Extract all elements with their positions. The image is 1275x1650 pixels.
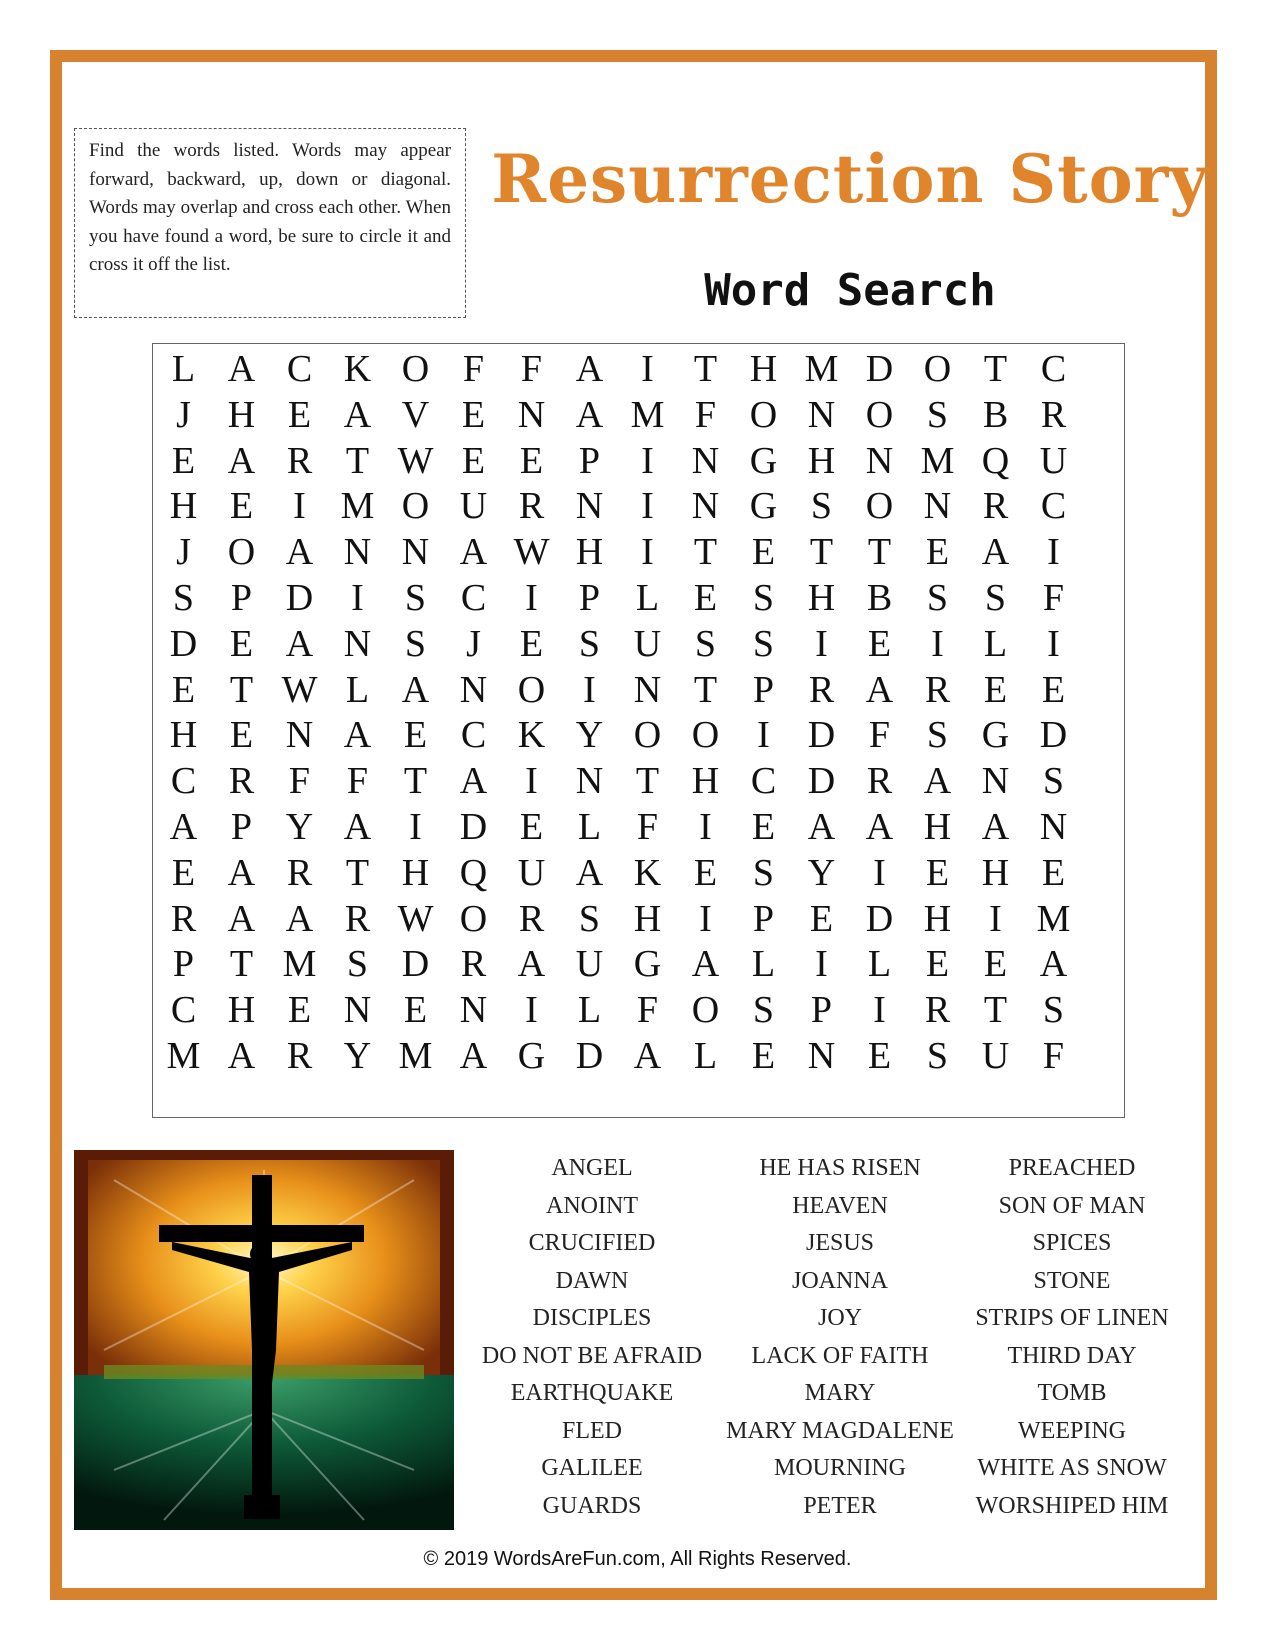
grid-letter: T — [693, 348, 718, 390]
grid-letter: S — [1042, 989, 1065, 1032]
grid-letter: I — [293, 485, 306, 528]
crucifix-image — [74, 1150, 454, 1530]
grid-letter: C — [1040, 348, 1067, 390]
grid-letter: V — [401, 393, 430, 436]
grid-letter: T — [809, 531, 834, 574]
grid-letter: D — [807, 760, 836, 803]
grid-letter: A — [227, 1035, 256, 1077]
grid-letter: R — [808, 668, 835, 711]
word-list-item: SON OF MAN — [998, 1192, 1146, 1219]
grid-letter: E — [925, 531, 950, 574]
grid-letter: Y — [285, 806, 314, 848]
grid-letter: R — [286, 851, 313, 894]
grid-letter: D — [1039, 714, 1068, 757]
grid-letter: H — [691, 760, 720, 803]
grid-letter: A — [1039, 943, 1068, 986]
word-list-item: STONE — [1033, 1267, 1111, 1294]
word-list-item: HEAVEN — [792, 1192, 888, 1219]
grid-letter: A — [343, 393, 372, 436]
grid-letter: W — [513, 531, 550, 574]
grid-letter: I — [699, 897, 712, 940]
grid-letter: S — [926, 714, 949, 757]
grid-letter: T — [693, 668, 718, 711]
grid-letter: I — [1047, 531, 1060, 574]
grid-letter: A — [459, 1035, 488, 1077]
grid-letter: H — [227, 393, 256, 436]
grid-letter: Y — [343, 1035, 372, 1077]
grid-letter: R — [286, 1035, 313, 1077]
grid-letter: H — [575, 531, 604, 574]
grid-letter: I — [641, 439, 654, 482]
puzzle-title: Resurrection Story — [491, 140, 1209, 218]
grid-letter: F — [1042, 1035, 1065, 1077]
grid-letter: E — [867, 1035, 892, 1077]
grid-letter: R — [170, 897, 197, 940]
grid-letter: D — [865, 897, 894, 940]
grid-letter: I — [989, 897, 1002, 940]
grid-letter: E — [519, 439, 544, 482]
grid-letter: N — [981, 760, 1010, 803]
grid-letter: C — [286, 348, 313, 390]
grid-letter: L — [693, 1035, 718, 1077]
grid-letter: A — [633, 1035, 662, 1077]
grid-letter: L — [171, 348, 196, 390]
grid-letter: H — [169, 714, 198, 757]
grid-letter: I — [409, 806, 422, 848]
grid-letter: I — [525, 577, 538, 619]
grid-letter: A — [981, 806, 1010, 848]
word-list-item: STRIPS OF LINEN — [975, 1305, 1169, 1331]
word-list-item: WHITE AS SNOW — [977, 1455, 1167, 1481]
word-list-item: FLED — [562, 1417, 622, 1444]
word-list-item: ANOINT — [546, 1192, 638, 1219]
grid-letter: A — [401, 668, 430, 711]
grid-letter: E — [171, 439, 196, 482]
grid-letter: D — [169, 622, 198, 665]
grid-letter: O — [517, 668, 546, 711]
grid-letter: A — [227, 897, 256, 940]
grid-letter: E — [983, 668, 1008, 711]
grid-letter: U — [981, 1035, 1010, 1077]
word-list-item: HE HAS RISEN — [759, 1155, 921, 1181]
grid-letter: Y — [575, 714, 604, 757]
word-list-column-3 — [932, 1150, 1212, 1525]
grid-letter: E — [809, 897, 834, 940]
grid-letter: O — [691, 714, 720, 757]
grid-letter: D — [575, 1035, 604, 1077]
grid-letter: G — [749, 439, 778, 482]
grid-letter: C — [750, 760, 777, 803]
grid-letter: U — [575, 943, 604, 986]
grid-letter: D — [807, 714, 836, 757]
grid-letter: L — [983, 622, 1008, 665]
grid-letter: H — [923, 806, 952, 848]
grid-letter: S — [404, 577, 427, 619]
grid-letter: M — [340, 485, 375, 528]
grid-letter: E — [693, 577, 718, 619]
grid-letter: H — [227, 989, 256, 1032]
word-list-item: JOY — [817, 1305, 862, 1331]
grid-letter: I — [757, 714, 770, 757]
grid-letter: O — [459, 897, 488, 940]
grid-letter: F — [694, 393, 717, 436]
grid-letter: O — [401, 485, 430, 528]
grid-letter: A — [343, 806, 372, 848]
copyright-notice: © 2019 WordsAreFun.com, All Rights Reserved. — [423, 1548, 852, 1570]
grid-letter: S — [752, 622, 775, 665]
grid-letter: N — [343, 622, 372, 665]
grid-letter: S — [694, 622, 717, 665]
grid-letter: E — [171, 668, 196, 711]
grid-letter: F — [1042, 577, 1065, 619]
grid-letter: I — [931, 622, 944, 665]
grid-letter: E — [403, 714, 428, 757]
grid-letter: T — [345, 439, 370, 482]
grid-letter: I — [525, 760, 538, 803]
grid-letter: E — [403, 989, 428, 1032]
grid-letter: T — [229, 943, 254, 986]
grid-letter: H — [807, 439, 836, 482]
grid-letter: E — [171, 851, 196, 894]
word-list-item: TOMB — [1037, 1380, 1107, 1406]
grid-letter: T — [693, 531, 718, 574]
grid-letter: A — [517, 943, 546, 986]
grid-letter: N — [517, 393, 546, 436]
grid-letter: I — [641, 531, 654, 574]
grid-letter: N — [1039, 806, 1068, 848]
grid-letter: R — [982, 485, 1009, 528]
grid-letter: E — [519, 622, 544, 665]
grid-letter: I — [641, 485, 654, 528]
grid-letter: K — [343, 348, 372, 390]
grid-letter: N — [865, 439, 894, 482]
grid-letter: S — [752, 577, 775, 619]
grid-letter: R — [228, 760, 255, 803]
grid-letter: I — [1047, 622, 1060, 665]
grid-letter: A — [691, 943, 720, 986]
grid-letter: L — [751, 943, 776, 986]
grid-letter: T — [983, 989, 1008, 1032]
word-list-item: EARTHQUAKE — [510, 1380, 674, 1406]
grid-letter: S — [172, 577, 195, 619]
grid-letter: E — [519, 806, 544, 848]
grid-letter: A — [459, 760, 488, 803]
grid-letter: W — [281, 668, 318, 711]
grid-letter: T — [403, 760, 428, 803]
grid-letter: A — [227, 439, 256, 482]
grid-letter: D — [459, 806, 488, 848]
grid-letter: K — [633, 851, 662, 894]
grid-letter: N — [459, 989, 488, 1032]
grid-letter: S — [926, 393, 949, 436]
grid-letter: I — [641, 348, 654, 390]
grid-letter: F — [346, 760, 369, 803]
grid-letter: C — [460, 714, 487, 757]
grid-letter: I — [815, 943, 828, 986]
word-list-item: MOURNING — [774, 1455, 906, 1481]
grid-letter: O — [865, 393, 894, 436]
grid-letter: N — [807, 393, 836, 436]
grid-letter: R — [460, 943, 487, 986]
grid-letter: E — [751, 531, 776, 574]
grid-letter: E — [461, 393, 486, 436]
grid-letter: T — [635, 760, 660, 803]
word-list-item: SPICES — [1032, 1230, 1112, 1256]
word-list-item: DO NOT BE AFRAID — [481, 1342, 703, 1369]
grid-letter: W — [397, 897, 434, 940]
grid-letter: E — [1041, 668, 1066, 711]
grid-letter: S — [926, 577, 949, 619]
grid-letter: H — [401, 851, 430, 894]
grid-letter: N — [633, 668, 662, 711]
word-list-item: MARY — [804, 1380, 876, 1406]
grid-letter: F — [636, 989, 659, 1032]
grid-letter: F — [520, 348, 543, 390]
grid-letter: R — [1040, 393, 1067, 436]
letter-grid — [152, 343, 1125, 1118]
grid-letter: E — [287, 989, 312, 1032]
grid-letter: R — [344, 897, 371, 940]
grid-letter: A — [575, 348, 604, 390]
grid-letter: P — [752, 897, 775, 940]
grid-letter: N — [343, 531, 372, 574]
grid-letter: A — [575, 851, 604, 894]
word-list-item: ANGEL — [551, 1155, 633, 1181]
grid-letter: E — [751, 1035, 776, 1077]
grid-letter: I — [873, 989, 886, 1032]
grid-letter: S — [810, 485, 833, 528]
grid-letter: S — [752, 851, 775, 894]
grid-letter: A — [285, 897, 314, 940]
grid-letter: A — [343, 714, 372, 757]
grid-letter: I — [525, 989, 538, 1032]
grid-letter: M — [804, 348, 839, 390]
grid-letter: S — [346, 943, 369, 986]
grid-letter: F — [868, 714, 891, 757]
grid-letter: C — [460, 577, 487, 619]
grid-letter: P — [230, 806, 253, 848]
grid-letter: O — [691, 989, 720, 1032]
grid-letter: T — [983, 348, 1008, 390]
grid-letter: H — [981, 851, 1010, 894]
grid-letter: I — [583, 668, 596, 711]
grid-letter: A — [285, 622, 314, 665]
word-list-item: LACK OF FAITH — [751, 1342, 929, 1369]
grid-letter: G — [749, 485, 778, 528]
word-list-item: GUARDS — [542, 1492, 642, 1519]
grid-letter: B — [982, 393, 1009, 436]
grid-letter: N — [691, 439, 720, 482]
grid-letter: S — [926, 1035, 949, 1077]
grid-letter: O — [749, 393, 778, 436]
grid-letter: A — [575, 393, 604, 436]
grid-letter: L — [577, 989, 602, 1032]
grid-letter: Y — [807, 851, 836, 894]
grid-letter: S — [578, 897, 601, 940]
grid-letter: P — [578, 439, 601, 482]
grid-letter: J — [176, 393, 191, 436]
grid-letter: N — [691, 485, 720, 528]
grid-letter: B — [866, 577, 893, 619]
grid-letter: J — [466, 622, 481, 665]
grid-letter: G — [981, 714, 1010, 757]
grid-letter: I — [815, 622, 828, 665]
grid-letter: K — [517, 714, 546, 757]
word-list-item: GALILEE — [541, 1455, 643, 1481]
grid-letter: A — [227, 348, 256, 390]
word-list-item: JOANNA — [792, 1267, 888, 1294]
grid-letter: E — [693, 851, 718, 894]
grid-letter: T — [345, 851, 370, 894]
grid-letter: R — [924, 668, 951, 711]
word-list-item: WEEPING — [1018, 1417, 1126, 1444]
grid-letter: N — [807, 1035, 836, 1077]
grid-letter: N — [923, 485, 952, 528]
grid-letter: E — [925, 851, 950, 894]
grid-letter: I — [873, 851, 886, 894]
grid-letter: E — [461, 439, 486, 482]
grid-letter: A — [459, 531, 488, 574]
grid-letter: U — [459, 485, 488, 528]
grid-letter: N — [459, 668, 488, 711]
grid-letter: W — [397, 439, 434, 482]
grid-letter: D — [401, 943, 430, 986]
grid-letter: I — [699, 806, 712, 848]
grid-letter: J — [176, 531, 191, 574]
grid-letter: S — [984, 577, 1007, 619]
grid-letter: D — [285, 577, 314, 619]
grid-letter: L — [345, 668, 370, 711]
grid-letter: N — [575, 760, 604, 803]
grid-letter: A — [865, 668, 894, 711]
grid-letter: U — [1039, 439, 1068, 482]
instructions-box: Find the words listed. Words may appear forward, backward, up, down or diagonal. Words may overlap and cross each other. When you have found a word, be sure to circle it and cross it off the list. — [74, 128, 466, 318]
grid-letter: A — [807, 806, 836, 848]
grid-letter: A — [227, 851, 256, 894]
grid-letter: M — [282, 943, 317, 986]
grid-letter: D — [865, 348, 894, 390]
grid-letter: A — [169, 806, 198, 848]
grid-letter: C — [170, 989, 197, 1032]
word-list-item: MARY MAGDALENE — [726, 1417, 954, 1444]
grid-letter: U — [633, 622, 662, 665]
word-list-item: DAWN — [555, 1267, 629, 1294]
grid-letter: H — [169, 485, 198, 528]
grid-letter: F — [288, 760, 311, 803]
grid-letter: O — [227, 531, 256, 574]
grid-letter: S — [752, 989, 775, 1032]
grid-letter: M — [630, 393, 665, 436]
grid-letter: T — [867, 531, 892, 574]
grid-letter: H — [633, 897, 662, 940]
grid-letter: N — [575, 485, 604, 528]
grid-letter: O — [633, 714, 662, 757]
word-list-item: PREACHED — [1008, 1155, 1136, 1181]
grid-letter: P — [578, 577, 601, 619]
grid-letter: R — [866, 760, 893, 803]
grid-letter: M — [1036, 897, 1071, 940]
grid-letter: S — [1042, 760, 1065, 803]
grid-letter: E — [1041, 851, 1066, 894]
grid-letter: P — [230, 577, 253, 619]
grid-letter: L — [635, 577, 660, 619]
grid-letter: A — [285, 531, 314, 574]
grid-letter: A — [865, 806, 894, 848]
grid-letter: I — [351, 577, 364, 619]
grid-letter: U — [517, 851, 546, 894]
word-list-item: CRUCIFIED — [528, 1230, 656, 1256]
grid-letter: S — [404, 622, 427, 665]
grid-letter: G — [517, 1035, 546, 1077]
grid-letter: E — [751, 806, 776, 848]
grid-letter: E — [983, 943, 1008, 986]
grid-letter: F — [462, 348, 485, 390]
grid-letter: C — [1040, 485, 1067, 528]
grid-letter: M — [920, 439, 955, 482]
grid-letter: P — [810, 989, 833, 1032]
grid-letter: F — [636, 806, 659, 848]
word-list-item: PETER — [803, 1492, 877, 1519]
grid-letter: N — [285, 714, 314, 757]
word-list-item: WORSHIPED HIM — [975, 1492, 1169, 1519]
grid-letter: Q — [981, 439, 1010, 482]
puzzle-subtitle: Word Search — [704, 265, 996, 316]
grid-letter: E — [229, 622, 254, 665]
grid-letter: R — [518, 485, 545, 528]
grid-letter: L — [867, 943, 892, 986]
grid-letter: A — [981, 531, 1010, 574]
grid-letter: E — [287, 393, 312, 436]
grid-letter: P — [752, 668, 775, 711]
grid-letter: S — [578, 622, 601, 665]
grid-letter: E — [925, 943, 950, 986]
word-list-item: THIRD DAY — [1007, 1342, 1137, 1369]
grid-letter: E — [229, 485, 254, 528]
grid-letter: E — [229, 714, 254, 757]
word-list-item: DISCIPLES — [532, 1305, 652, 1331]
grid-letter: T — [229, 668, 254, 711]
grid-letter: O — [923, 348, 952, 390]
word-list-item: JESUS — [805, 1230, 875, 1256]
grid-letter: G — [633, 943, 662, 986]
grid-letter: R — [518, 897, 545, 940]
grid-letter: N — [401, 531, 430, 574]
grid-letter: H — [749, 348, 778, 390]
grid-letter: P — [172, 943, 195, 986]
grid-letter: C — [170, 760, 197, 803]
grid-letter: H — [923, 897, 952, 940]
grid-letter: E — [867, 622, 892, 665]
grid-letter: O — [865, 485, 894, 528]
grid-letter: M — [166, 1035, 201, 1077]
grid-letter: R — [924, 989, 951, 1032]
grid-letter: M — [398, 1035, 433, 1077]
grid-letter: H — [807, 577, 836, 619]
grid-letter: N — [343, 989, 372, 1032]
grid-letter: Q — [459, 851, 488, 894]
grid-letter: R — [286, 439, 313, 482]
grid-letter: O — [401, 348, 430, 390]
grid-letter: A — [923, 760, 952, 803]
grid-letter: L — [577, 806, 602, 848]
word-list-column-1 — [452, 1150, 732, 1525]
